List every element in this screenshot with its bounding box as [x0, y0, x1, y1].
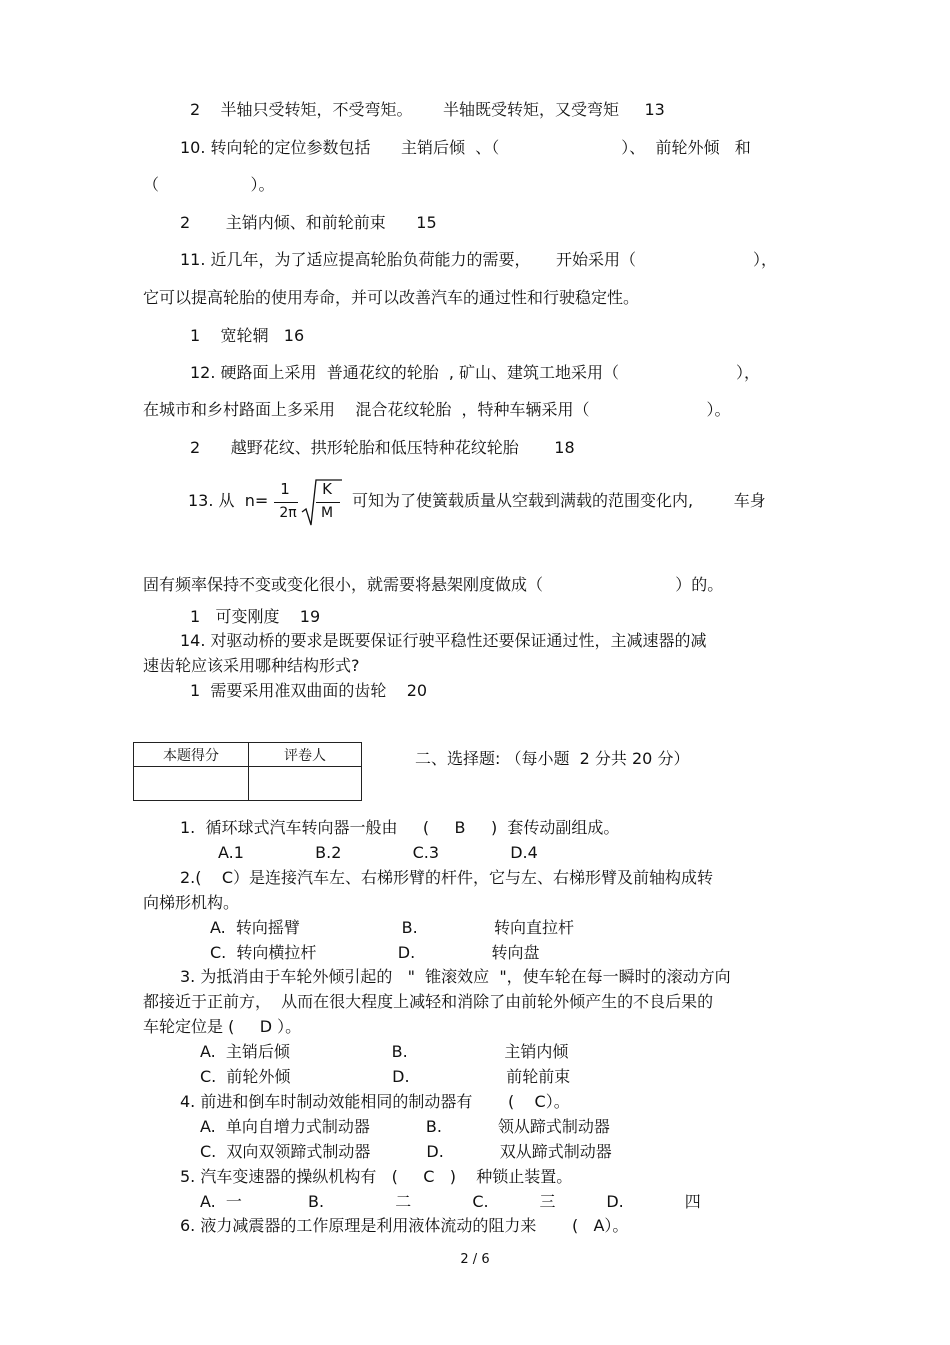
answer-12: 2 越野花纹、拱形轮胎和低压特种花纹轮胎 18 [190, 438, 575, 457]
answer-14: 1 需要采用准双曲面的齿轮 20 [190, 681, 428, 700]
choice-options-4a: A. 单向自增力式制动器 B. 领从蹄式制动器 [200, 1117, 610, 1136]
question-11: 11. 近几年，为了适应提高轮胎负荷能力的需要， 开始采用（ ）， [180, 250, 777, 269]
choice-question-2-cont: 向梯形机构。 [143, 893, 240, 912]
choice-question-1: 1. 循环球式汽车转向器一般由 ( B ) 套传动副组成。 [180, 818, 620, 837]
formula-denominator-2: M [320, 505, 334, 521]
choice-options-3a: A. 主销后倾 B. 主销内倾 [200, 1042, 569, 1061]
choice-question-5: 5. 汽车变速器的操纵机构有 ( C ) 种锁止装置。 [180, 1167, 573, 1186]
question-10-cont: （ ）。 [143, 175, 275, 194]
choice-options-2a: A. 转向摇臂 B. 转向直拉杆 [210, 918, 574, 937]
formula-bar-2 [316, 502, 340, 503]
question-12-cont: 在城市和乡村路面上多采用 混合花纹轮胎 ，特种车辆采用（ ）。 [143, 400, 731, 419]
score-header: 本题得分 [134, 743, 249, 767]
choice-question-6: 6. 液力减震器的工作原理是利用液体流动的阻力来 ( A）。 [180, 1216, 629, 1235]
formula-numerator-1: 1 [280, 480, 290, 498]
choice-question-4: 4. 前进和倒车时制动效能相同的制动器有 ( C）。 [180, 1092, 570, 1111]
formula-denominator-1: 2π [279, 505, 297, 521]
grader-header: 评卷人 [249, 743, 362, 767]
score-table [133, 742, 362, 801]
page-number: 2 / 6 [460, 1252, 490, 1267]
choice-options-2b: C. 转向横拉杆 D. 转向盘 [210, 943, 540, 962]
section-title: 二、选择题: （每小题 2 分共 20 分） [415, 749, 690, 768]
choice-options-1: A.1 B.2 C.3 D.4 [218, 843, 538, 862]
question-13-prefix: 13. 从 n= [188, 491, 269, 510]
question-13: 可知为了使簧载质量从空载到满载的范围变化内, 车身 [352, 491, 766, 510]
question-12: 12. 硬路面上采用 普通花纹的轮胎 , 矿山、建筑工地采用（ ）， [190, 363, 761, 382]
choice-question-3-cont2: 车轮定位是 ( D ）。 [143, 1017, 302, 1036]
choice-options-4b: C. 双向双领蹄式制动器 D. 双从蹄式制动器 [200, 1142, 612, 1161]
score-cell [134, 767, 249, 801]
question-10: 10. 转向轮的定位参数包括 主销后倾 、（ ）、 前轮外倾 和 [180, 138, 751, 157]
question-14-cont: 速齿轮应该采用哪种结构形式? [143, 656, 360, 675]
choice-options-5: A. 一 B. 二 C. 三 D. 四 [200, 1192, 701, 1211]
formula-bar-1 [274, 502, 298, 503]
formula-numerator-2: K [322, 480, 332, 498]
choice-question-2: 2.( C）是连接汽车左、右梯形臂的杆件，它与左、右梯形臂及前轴构成转 [180, 868, 714, 887]
question-14: 14. 对驱动桥的要求是既要保证行驶平稳性还要保证通过性，主减速器的减 [180, 631, 707, 650]
choice-options-3b: C. 前轮外倾 D. 前轮前束 [200, 1067, 571, 1086]
line-1: 2 半轴只受转矩，不受弯矩。 半轴既受转矩，又受弯矩 13 [190, 100, 665, 119]
answer-10: 2 主销内倾、和前轮前束 15 [180, 213, 437, 232]
formula-fraction-2 [316, 480, 340, 528]
answer-11: 1 宽轮辋 16 [190, 326, 305, 345]
question-11-cont: 它可以提高轮胎的使用寿命，并可以改善汽车的通过性和行驶稳定性。 [143, 288, 640, 307]
choice-question-3-cont: 都接近于正前方， 从而在很大程度上减轻和消除了由前轮外倾产生的不良后果的 [143, 992, 714, 1011]
grader-cell [249, 767, 362, 801]
choice-question-3: 3. 为抵消由于车轮外倾引起的 " 锥滚效应 "，使车轮在每一瞬时的滚动方向 [180, 967, 731, 986]
answer-13: 1 可变刚度 19 [190, 607, 321, 626]
question-13-cont: 固有频率保持不变或变化很小，就需要将悬架刚度做成（ ）的。 [143, 575, 724, 594]
